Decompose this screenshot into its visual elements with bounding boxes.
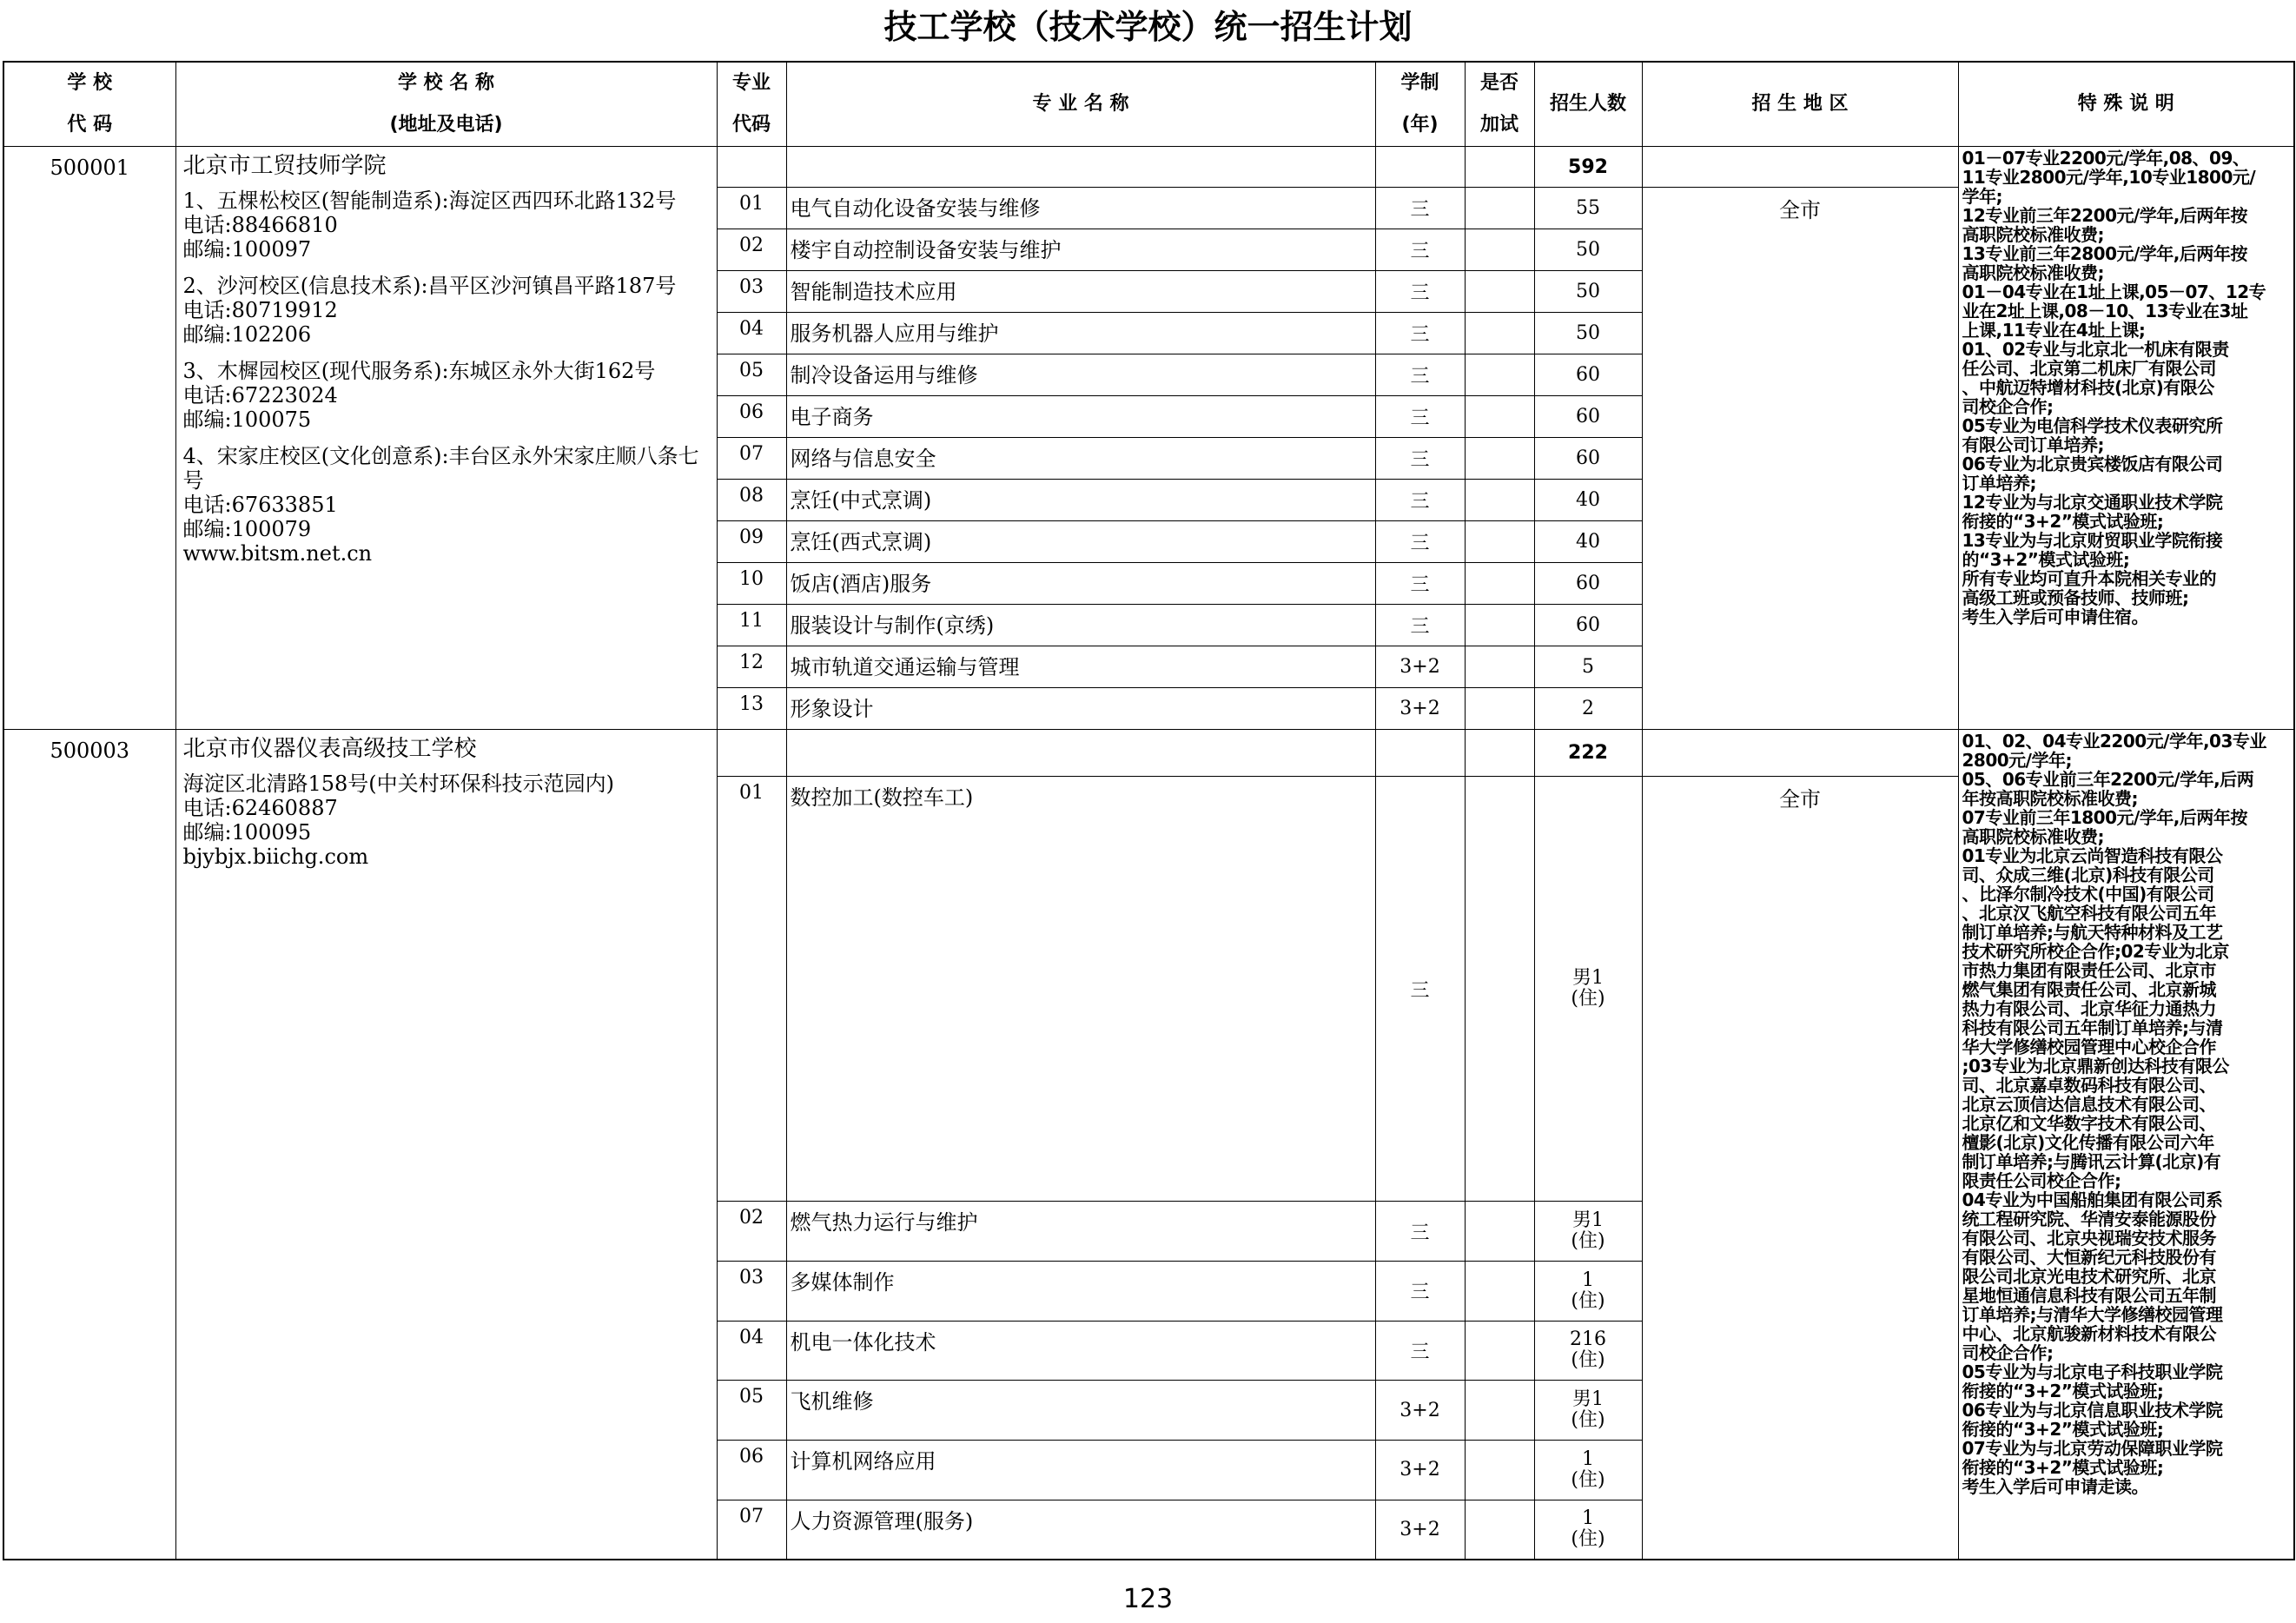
note-line: 05专业为与北京电子科技职业学院 xyxy=(1962,1361,2223,1383)
note-line: 高职院校标准收费; xyxy=(1962,826,2104,848)
major-name: 电气自动化设备安装与维修 xyxy=(786,188,1375,229)
major-code-cell xyxy=(717,147,786,188)
enroll-count: 216 xyxy=(1570,1328,1606,1351)
note-line: 01、02、04专业2200元/学年,03专业 xyxy=(1962,731,2266,752)
major-years: 三 xyxy=(1375,313,1465,354)
enroll-count: 60 xyxy=(1576,447,1600,469)
major-enroll xyxy=(1534,1500,1642,1560)
enroll-count: 50 xyxy=(1576,280,1600,302)
note-line: 华大学修缮校园管理中心校企合作 xyxy=(1962,1037,2216,1058)
page-number: 123 xyxy=(1122,1584,1174,1614)
note-line: 、中航迈特增材科技(北京)有限公 xyxy=(1962,377,2214,398)
major-name: 智能制造技术应用 xyxy=(786,271,1375,313)
header-years: 学制 (年) xyxy=(1375,62,1465,147)
major-code: 01 xyxy=(717,188,786,229)
major-name: 服装设计与制作(京绣) xyxy=(786,605,1375,646)
note-line: 衔接的“3+2”模式试验班; xyxy=(1962,1457,2164,1479)
header-region: 招 生 地 区 xyxy=(1642,62,1958,147)
major-code: 04 xyxy=(717,1321,786,1381)
note-line: 统工程研究院、华清安泰能源股份 xyxy=(1962,1209,2216,1230)
note-line: 北京亿和文华数字技术有限公司、 xyxy=(1962,1113,2216,1135)
note-line: 衔接的“3+2”模式试验班; xyxy=(1962,511,2164,532)
major-exam xyxy=(1465,354,1534,396)
major-years: 三 xyxy=(1375,1261,1465,1321)
enroll-count: 50 xyxy=(1576,321,1600,344)
major-years: 三 xyxy=(1375,271,1465,313)
major-code: 03 xyxy=(717,1261,786,1321)
major-enroll xyxy=(1534,188,1642,229)
note-line: 06专业为北京贵宾楼饭店有限公司 xyxy=(1962,454,2223,474)
school-address-line: 电话:80719912 xyxy=(182,298,338,322)
note-line: 司校企合作; xyxy=(1962,396,2054,417)
note-line: 的“3+2”模式试验班; xyxy=(1962,549,2130,570)
major-code: 07 xyxy=(717,1500,786,1560)
school-address-line: 电话:62460887 xyxy=(182,796,338,821)
major-name: 多媒体制作 xyxy=(786,1261,1375,1321)
note-line: 业在2址上课,08－10、13专业在3址 xyxy=(1962,301,2248,321)
note-line: 司、北京嘉卓数码科技有限公司、 xyxy=(1962,1075,2216,1096)
school-campus xyxy=(183,189,710,262)
major-enroll xyxy=(1534,271,1642,313)
major-enroll xyxy=(1534,354,1642,396)
enroll-boarding: (住) xyxy=(1571,1528,1605,1551)
school-address-line: 电话:67223024 xyxy=(182,383,338,407)
major-name: 网络与信息安全 xyxy=(786,438,1375,480)
enroll-region: 全市 xyxy=(1642,188,1958,730)
school-code: 500003 xyxy=(3,730,175,1560)
major-enroll xyxy=(1534,563,1642,605)
note-line: 学年; xyxy=(1962,186,2002,207)
school-address-line: 邮编:100095 xyxy=(182,820,312,845)
school-address-line: www.bitsm.net.cn xyxy=(182,541,373,566)
enroll-count: 40 xyxy=(1576,530,1600,553)
note-line: 高职院校标准收费; xyxy=(1962,224,2104,245)
enroll-boarding: (住) xyxy=(1571,1230,1605,1253)
major-name: 楼宇自动控制设备安装与维护 xyxy=(786,229,1375,271)
enroll-count: 男1 xyxy=(1572,967,1604,990)
note-line: 技术研究所校企合作;02专业为北京 xyxy=(1962,941,2229,963)
major-name: 飞机维修 xyxy=(786,1381,1375,1441)
major-code: 08 xyxy=(717,480,786,521)
enroll-count: 1 xyxy=(1582,1447,1594,1470)
school-campus xyxy=(183,444,710,566)
enroll-count: 5 xyxy=(1582,655,1594,678)
note-line: 任公司、北京第二机床厂有限公司 xyxy=(1962,358,2216,379)
note-line: 05、06专业前三年2200元/学年,后两 xyxy=(1962,769,2254,791)
special-notes xyxy=(1958,730,2294,1560)
region-cell xyxy=(1642,147,1958,188)
school-address-line: 4、宋家庄校区(文化创意系):丰台区永外宋家庄顺八条七号 xyxy=(182,444,699,493)
enroll-boarding: (住) xyxy=(1571,988,1605,1010)
header-exam: 是否 加试 xyxy=(1465,62,1534,147)
enroll-count: 60 xyxy=(1576,363,1600,386)
note-line: 05专业为电信科学技术仪表研究所 xyxy=(1962,415,2223,436)
major-enroll xyxy=(1534,229,1642,271)
major-enroll xyxy=(1534,646,1642,688)
enroll-count: 男1 xyxy=(1572,1209,1604,1232)
note-line: 01、02专业与北京北一机床有限责 xyxy=(1962,339,2229,360)
school-address-line: bjybjx.biichg.com xyxy=(182,845,369,870)
major-exam xyxy=(1465,1440,1534,1500)
enroll-count: 40 xyxy=(1576,488,1600,511)
note-line: 07专业为与北京劳动保障职业学院 xyxy=(1962,1438,2223,1460)
school-code: 500001 xyxy=(3,147,175,730)
enrollment-table xyxy=(3,61,2295,1560)
note-line: 上课,11专业在4址上课; xyxy=(1962,320,2146,341)
enroll-boarding: (住) xyxy=(1571,1468,1605,1491)
major-exam xyxy=(1465,646,1534,688)
major-name: 服务机器人应用与维护 xyxy=(786,313,1375,354)
major-name: 人力资源管理(服务) xyxy=(786,1500,1375,1560)
enroll-count: 2 xyxy=(1582,697,1594,719)
note-line: 高职院校标准收费; xyxy=(1962,262,2104,283)
major-name: 烹饪(中式烹调) xyxy=(786,480,1375,521)
major-exam xyxy=(1465,1202,1534,1262)
major-enroll xyxy=(1534,396,1642,438)
note-line: 限责任公司校企合作; xyxy=(1962,1170,2121,1192)
major-code-cell xyxy=(717,730,786,777)
header-enroll: 招生人数 xyxy=(1534,62,1642,147)
major-years: 三 xyxy=(1375,1321,1465,1381)
note-line: 衔接的“3+2”模式试验班; xyxy=(1962,1419,2164,1441)
school-address-line: 邮编:102206 xyxy=(182,322,312,347)
enroll-count: 1 xyxy=(1582,1507,1594,1530)
major-enroll xyxy=(1534,777,1642,1202)
major-exam xyxy=(1465,396,1534,438)
major-years: 三 xyxy=(1375,777,1465,1202)
note-line: 订单培养; xyxy=(1962,473,2036,494)
major-enroll xyxy=(1534,688,1642,730)
school-address-line: 2、沙河校区(信息技术系):昌平区沙河镇昌平路187号 xyxy=(182,274,677,298)
enroll-boarding: (住) xyxy=(1571,1409,1605,1432)
major-code: 04 xyxy=(717,313,786,354)
header-row xyxy=(3,62,2294,147)
note-line: 07专业前三年1800元/学年,后两年按 xyxy=(1962,807,2247,829)
note-line: 考生入学后可申请住宿。 xyxy=(1962,606,2148,627)
major-code: 10 xyxy=(717,563,786,605)
major-name: 制冷设备运用与维修 xyxy=(786,354,1375,396)
major-years: 3+2 xyxy=(1375,1381,1465,1441)
school-address-line: 邮编:100079 xyxy=(182,517,312,541)
enroll-count: 50 xyxy=(1576,238,1600,261)
major-exam xyxy=(1465,521,1534,563)
note-line: 市热力集团有限责任公司、北京市 xyxy=(1962,960,2216,982)
major-years: 三 xyxy=(1375,605,1465,646)
note-line: 北京云顶信达信息技术有限公司、 xyxy=(1962,1094,2216,1116)
major-code: 02 xyxy=(717,229,786,271)
major-exam xyxy=(1465,605,1534,646)
major-years: 三 xyxy=(1375,438,1465,480)
major-enroll xyxy=(1534,1202,1642,1262)
enroll-count: 55 xyxy=(1576,196,1600,219)
major-enroll xyxy=(1534,480,1642,521)
enroll-count: 60 xyxy=(1576,405,1600,427)
note-line: 制订单培养;与腾讯云计算(北京)有 xyxy=(1962,1151,2221,1173)
header-major-code: 专业 代码 xyxy=(717,62,786,147)
note-line: 12专业前三年2200元/学年,后两年按 xyxy=(1962,205,2247,226)
major-code: 05 xyxy=(717,354,786,396)
note-line: 所有专业均可直升本院相关专业的 xyxy=(1962,568,2216,589)
major-years: 三 xyxy=(1375,354,1465,396)
major-code: 03 xyxy=(717,271,786,313)
note-line: 12专业为与北京交通职业技术学院 xyxy=(1962,492,2223,513)
years-cell xyxy=(1375,730,1465,777)
school-address-line: 邮编:100075 xyxy=(182,407,312,432)
note-line: 11专业2800元/学年,10专业1800元/ xyxy=(1962,167,2256,188)
major-name: 城市轨道交通运输与管理 xyxy=(786,646,1375,688)
enroll-total: 592 xyxy=(1534,147,1642,188)
note-line: 燃气集团有限责任公司、北京新城 xyxy=(1962,979,2216,1001)
enroll-boarding: (住) xyxy=(1571,1289,1605,1312)
major-enroll xyxy=(1534,1321,1642,1381)
major-exam xyxy=(1465,1500,1534,1560)
major-name-cell xyxy=(786,730,1375,777)
major-code: 06 xyxy=(717,396,786,438)
major-years: 三 xyxy=(1375,1202,1465,1262)
major-years: 三 xyxy=(1375,396,1465,438)
major-code: 07 xyxy=(717,438,786,480)
school-address-line: 电话:88466810 xyxy=(182,213,338,237)
special-notes xyxy=(1958,147,2294,730)
major-exam xyxy=(1465,438,1534,480)
major-exam xyxy=(1465,688,1534,730)
note-line: 年按高职院校标准收费; xyxy=(1962,788,2138,810)
note-line: 考生入学后可申请走读。 xyxy=(1962,1476,2148,1498)
enroll-count: 1 xyxy=(1582,1269,1594,1291)
note-line: 檀影(北京)文化传播有限公司六年 xyxy=(1962,1132,2214,1154)
note-line: 13专业为与北京财贸职业学院衔接 xyxy=(1962,530,2223,551)
note-line: 2800元/学年; xyxy=(1962,750,2072,772)
note-line: 、比泽尔制冷技术(中国)有限公司 xyxy=(1962,884,2214,905)
note-line: 01－07专业2200元/学年,08、09、 xyxy=(1962,148,2250,169)
note-line: 01专业为北京云尚智造科技有限公 xyxy=(1962,845,2223,867)
exam-cell xyxy=(1465,730,1534,777)
note-line: 限公司北京光电技术研究所、北京 xyxy=(1962,1266,2216,1288)
major-exam xyxy=(1465,188,1534,229)
school-name: 北京市仪器仪表高级技工学校 xyxy=(182,736,477,763)
note-line: 订单培养;与清华大学修缮校园管理 xyxy=(1962,1304,2223,1326)
major-years: 3+2 xyxy=(1375,1440,1465,1500)
school-info xyxy=(175,147,717,730)
major-years: 三 xyxy=(1375,563,1465,605)
major-enroll xyxy=(1534,1381,1642,1441)
school-address-line: 邮编:100097 xyxy=(182,237,312,262)
major-name-cell xyxy=(786,147,1375,188)
major-exam xyxy=(1465,1261,1534,1321)
note-line: 星地恒通信息科技有限公司五年制 xyxy=(1962,1285,2216,1307)
school-address-line: 3、木樨园校区(现代服务系):东城区永外大街162号 xyxy=(182,359,656,383)
document-title: 技工学校（技术学校）统一招生计划 xyxy=(883,8,1413,46)
enroll-count: 60 xyxy=(1576,572,1600,594)
school-campus xyxy=(183,772,710,869)
major-exam xyxy=(1465,271,1534,313)
major-enroll xyxy=(1534,438,1642,480)
major-exam xyxy=(1465,563,1534,605)
major-name: 形象设计 xyxy=(786,688,1375,730)
note-line: 制订单培养;与航天特种材料及工艺 xyxy=(1962,922,2223,944)
major-enroll xyxy=(1534,521,1642,563)
major-exam xyxy=(1465,777,1534,1202)
school-campus xyxy=(183,359,710,432)
years-cell xyxy=(1375,147,1465,188)
major-code: 12 xyxy=(717,646,786,688)
note-line: 热力有限公司、北京华征力通热力 xyxy=(1962,998,2216,1020)
note-line: 有限公司、大恒新纪元科技股份有 xyxy=(1962,1247,2216,1269)
note-line: 中心、北京航骏新材料技术有限公 xyxy=(1962,1323,2216,1345)
major-enroll xyxy=(1534,1261,1642,1321)
note-line: 科技有限公司五年制订单培养;与清 xyxy=(1962,1017,2223,1039)
school-info xyxy=(175,730,717,1560)
school-total-row xyxy=(3,730,2294,777)
major-name: 饭店(酒店)服务 xyxy=(786,563,1375,605)
major-years: 3+2 xyxy=(1375,646,1465,688)
major-enroll xyxy=(1534,313,1642,354)
major-code: 05 xyxy=(717,1381,786,1441)
major-name: 数控加工(数控车工) xyxy=(786,777,1375,1202)
header-major-name: 专 业 名 称 xyxy=(786,62,1375,147)
note-line: 06专业为与北京信息职业技术学院 xyxy=(1962,1400,2223,1421)
note-line: 司校企合作; xyxy=(1962,1342,2054,1364)
major-code: 09 xyxy=(717,521,786,563)
exam-cell xyxy=(1465,147,1534,188)
enroll-total: 222 xyxy=(1534,730,1642,777)
major-exam xyxy=(1465,229,1534,271)
note-line: 04专业为中国船舶集团有限公司系 xyxy=(1962,1189,2223,1211)
header-school-name: 学 校 名 称 (地址及电话) xyxy=(175,62,717,147)
note-line: 有限公司订单培养; xyxy=(1962,434,2104,455)
major-years: 三 xyxy=(1375,521,1465,563)
school-campus xyxy=(183,274,710,347)
header-school-code: 学 校 代 码 xyxy=(3,62,175,147)
major-code: 01 xyxy=(717,777,786,1202)
note-line: 衔接的“3+2”模式试验班; xyxy=(1962,1381,2164,1402)
note-line: 高级工班或预备技师、技师班; xyxy=(1962,587,2189,608)
header-notes: 特 殊 说 明 xyxy=(1958,62,2294,147)
enroll-count: 60 xyxy=(1576,613,1600,636)
major-years: 三 xyxy=(1375,229,1465,271)
major-years: 3+2 xyxy=(1375,688,1465,730)
major-exam xyxy=(1465,1381,1534,1441)
school-total-row xyxy=(3,147,2294,188)
major-name: 电子商务 xyxy=(786,396,1375,438)
major-code: 11 xyxy=(717,605,786,646)
note-line: 13专业前三年2800元/学年,后两年按 xyxy=(1962,243,2247,264)
major-name: 燃气热力运行与维护 xyxy=(786,1202,1375,1262)
school-address-line: 1、五棵松校区(智能制造系):海淀区西四环北路132号 xyxy=(182,189,677,213)
region-cell xyxy=(1642,730,1958,777)
major-enroll xyxy=(1534,1440,1642,1500)
note-line: 、北京汉飞航空科技有限公司五年 xyxy=(1962,903,2216,924)
major-code: 06 xyxy=(717,1440,786,1500)
enroll-region: 全市 xyxy=(1642,777,1958,1560)
major-name: 机电一体化技术 xyxy=(786,1321,1375,1381)
major-exam xyxy=(1465,1321,1534,1381)
major-exam xyxy=(1465,480,1534,521)
major-years: 3+2 xyxy=(1375,1500,1465,1560)
note-line: ;03专业为北京鼎新创达科技有限公 xyxy=(1962,1056,2229,1077)
major-code: 02 xyxy=(717,1202,786,1262)
major-exam xyxy=(1465,313,1534,354)
major-name: 计算机网络应用 xyxy=(786,1440,1375,1500)
enroll-count: 男1 xyxy=(1572,1388,1604,1411)
major-name: 烹饪(西式烹调) xyxy=(786,521,1375,563)
note-line: 01－04专业在1址上课,05－07、12专 xyxy=(1962,282,2266,302)
note-line: 有限公司、北京央视瑞安技术服务 xyxy=(1962,1228,2216,1249)
major-code: 13 xyxy=(717,688,786,730)
note-line: 司、众成三维(北京)科技有限公司 xyxy=(1962,864,2214,886)
school-name: 北京市工贸技师学院 xyxy=(182,153,387,179)
major-years: 三 xyxy=(1375,188,1465,229)
enroll-boarding: (住) xyxy=(1571,1349,1605,1372)
major-enroll xyxy=(1534,605,1642,646)
school-address-line: 海淀区北清路158号(中关村环保科技示范园内) xyxy=(182,772,615,797)
school-address-line: 电话:67633851 xyxy=(182,493,338,517)
major-years: 三 xyxy=(1375,480,1465,521)
